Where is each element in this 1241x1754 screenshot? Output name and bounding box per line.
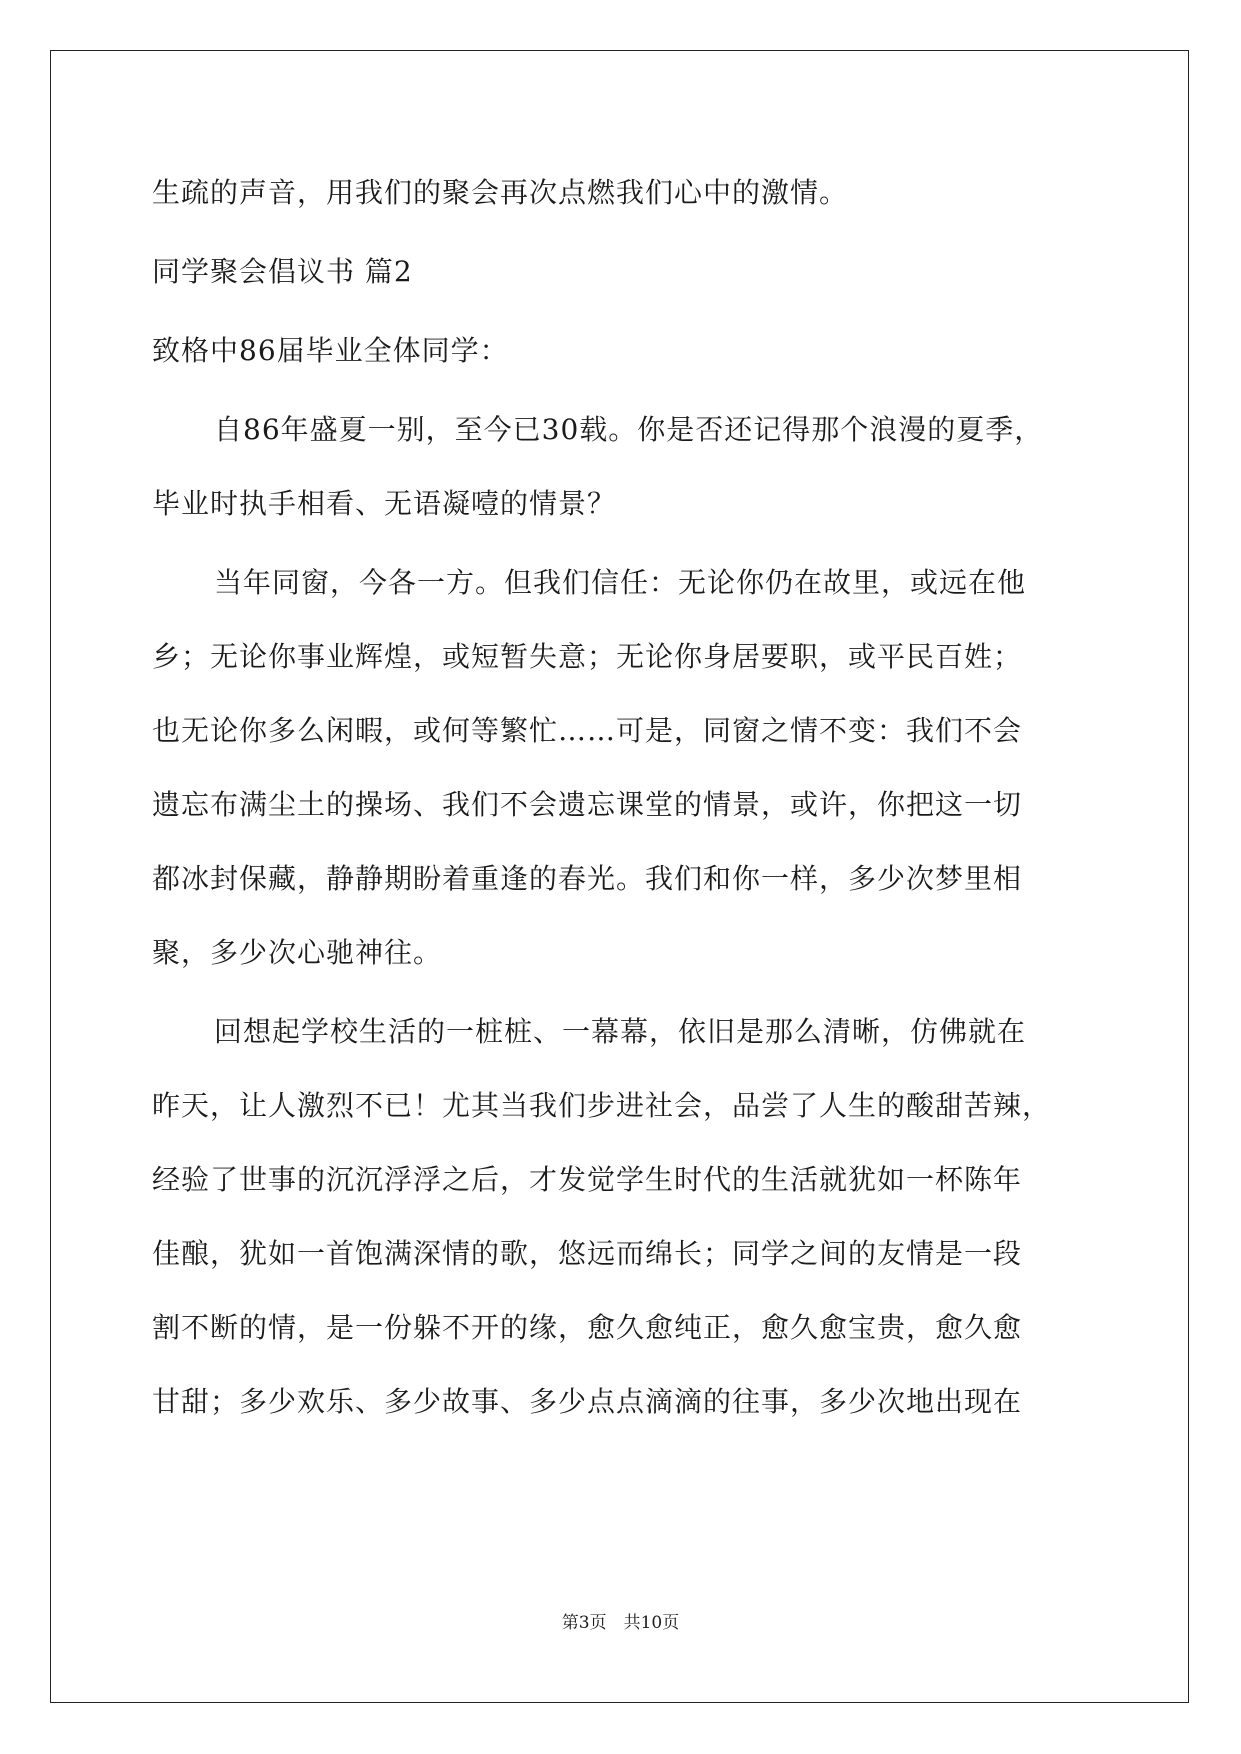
paragraph-2-line-5: 都冰封保藏，静静期盼着重逢的春光。我们和你一样，多少次梦里相 [152, 862, 1023, 895]
section-heading: 同学聚会倡议书 篇2 [152, 255, 413, 288]
paragraph-3-line-1: 回想起学校生活的一桩桩、一幕幕，依旧是那么清晰，仿佛就在 [214, 1015, 1027, 1048]
paragraph-1-line-1: 自86年盛夏一别，至今已30载。你是否还记得那个浪漫的夏季， [214, 413, 1044, 446]
salutation: 致格中86届毕业全体同学： [152, 334, 509, 367]
paragraph-2-line-4: 遗忘布满尘土的操场、我们不会遗忘课堂的情景，或许，你把这一切 [152, 788, 1023, 821]
body-line-1: 生疏的声音，用我们的聚会再次点燃我们心中的激情。 [152, 176, 849, 209]
paragraph-2-line-3: 也无论你多么闲暇，或何等繁忙……可是，同窗之情不变：我们不会 [152, 714, 1023, 747]
paragraph-3-line-5: 割不断的情，是一份躲不开的缘，愈久愈纯正，愈久愈宝贵，愈久愈 [152, 1311, 1023, 1344]
paragraph-3-line-3: 经验了世事的沉沉浮浮之后，才发觉学生时代的生活就犹如一杯陈年 [152, 1163, 1023, 1196]
paragraph-2-line-2: 乡；无论你事业辉煌，或短暂失意；无论你身居要职，或平民百姓； [152, 640, 1023, 673]
paragraph-2-line-1: 当年同窗，今各一方。但我们信任：无论你仍在故里，或远在他 [214, 566, 1027, 599]
paragraph-3-line-6: 甘甜；多少欢乐、多少故事、多少点点滴滴的往事，多少次地出现在 [152, 1385, 1023, 1418]
paragraph-3-line-4: 佳酿，犹如一首饱满深情的歌，悠远而绵长；同学之间的友情是一段 [152, 1237, 1023, 1270]
page-footer: 第3页 共10页 [561, 1613, 680, 1633]
paragraph-1-line-2: 毕业时执手相看、无语凝噎的情景？ [152, 487, 617, 520]
paragraph-2-line-6: 聚，多少次心驰神往。 [152, 936, 443, 969]
paragraph-3-line-2: 昨天，让人激烈不已！尤其当我们步进社会，品尝了人生的酸甜苦辣， [152, 1089, 1052, 1122]
